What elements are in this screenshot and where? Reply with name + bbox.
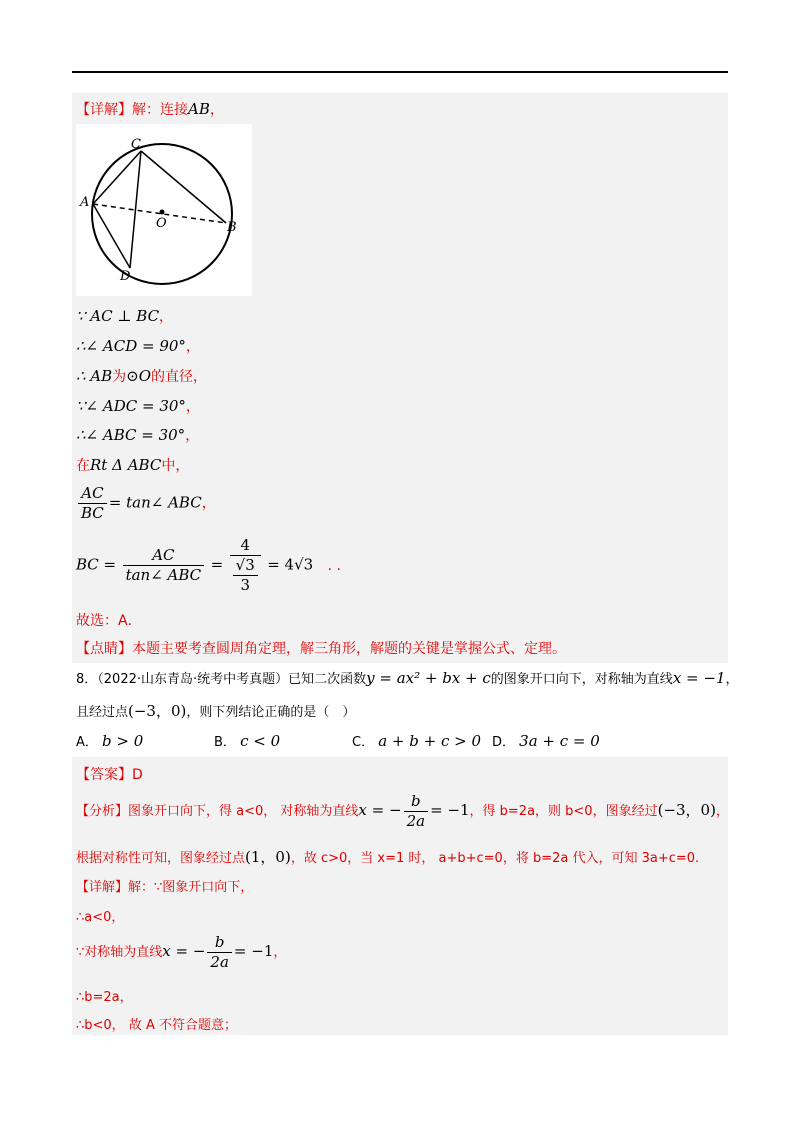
analysis-line1: 【分析】图象开口向下，得 a<0， 对称轴为直线x = − $\frac{b}{2a}$ = −1，得 b=2a，则 b<0，图象经过(−3，0)， [76,792,729,830]
circle-figure [76,124,252,296]
detail-ab: AB [188,100,210,118]
center-point [160,210,165,215]
detail2-l4: ∴b<0， 故 A 不符合题意； [76,1018,237,1033]
option-a[interactable]: A． b > 0 [76,732,144,750]
detail-intro: 解：连接 [132,102,188,118]
question-8-line1: 8．（2022·山东青岛·统考中考真题）已知二次函数y = ax² + bx + c的图象开口向下，对称轴为直线x = −1， [76,669,739,687]
option-b[interactable]: B． c < 0 [214,732,281,750]
fraction-ac-bc: $\frac{AC}{BC}$ [78,484,107,523]
step-6: 在Rt Δ ABC中， [76,456,190,474]
analysis-line2: 根据对称性可知，图象经过点(1，0)，故 c>0，当 x=1 时， a+b+c=0，将 b=2a 代入，可知 3a+c=0. [76,848,700,866]
detail2-line: 【详解】解：∵图象开口向下， [76,880,254,895]
label-o: O [156,216,167,231]
option-c[interactable]: C． a + b + c > 0 [352,732,482,750]
step-5: ∴∠ ABC = 30°， [76,426,200,444]
detail2-l1: ∴a<0， [76,910,125,925]
step-2: ∴∠ ACD = 90°， [76,337,200,355]
label-d: D [120,269,131,284]
equation-bc: BC = $\frac{AC}{\text{tan∠ ABC}}$ = $\frac{4}{\frac{√3}{3}}$ = 4√3 . . [76,536,342,594]
step-1: ∵ AC ⊥ BC， [76,307,174,325]
question-8-line2: 且经过点(−3，0)，则下列结论正确的是（ ） [76,702,356,720]
fraction-ac-tan: $\frac{AC}{\text{tan∠ ABC}}$ [123,546,205,585]
detail-line: 【详解】解：连接AB， [76,100,224,118]
detail2-l3: ∴b=2a， [76,990,133,1005]
choose-line: 故选：A． [76,613,142,629]
label-b: B [227,220,237,235]
fraction-4-sqrt3: $\frac{4}{\frac{√3}{3}}$ [230,536,261,595]
circle-diagram [76,124,252,296]
label-a: A [80,195,90,210]
detail2-l2: ∵对称轴为直线x = − $\frac{b}{2a}$ = −1， [76,933,287,971]
top-rule [72,71,728,73]
label-c: C [131,137,141,152]
answer-line: 【答案】D [76,767,143,783]
segment-ca [93,151,141,204]
option-d[interactable]: D． 3a + c = 0 [492,732,600,750]
segment-cb [141,151,226,223]
step-4: ∵∠ ADC = 30°， [76,397,200,415]
detail-head: 【详解】 [76,102,132,118]
equation-tan: $\frac{AC}{BC}$ = tan∠ ABC， [76,484,216,523]
segment-ad [93,204,130,268]
step-3: ∴ AB为⊙O的直径， [76,367,208,385]
comment-line: 【点睛】本题主要考查圆周角定理，解三角形，解题的关键是掌握公式、定理。 [76,641,566,657]
